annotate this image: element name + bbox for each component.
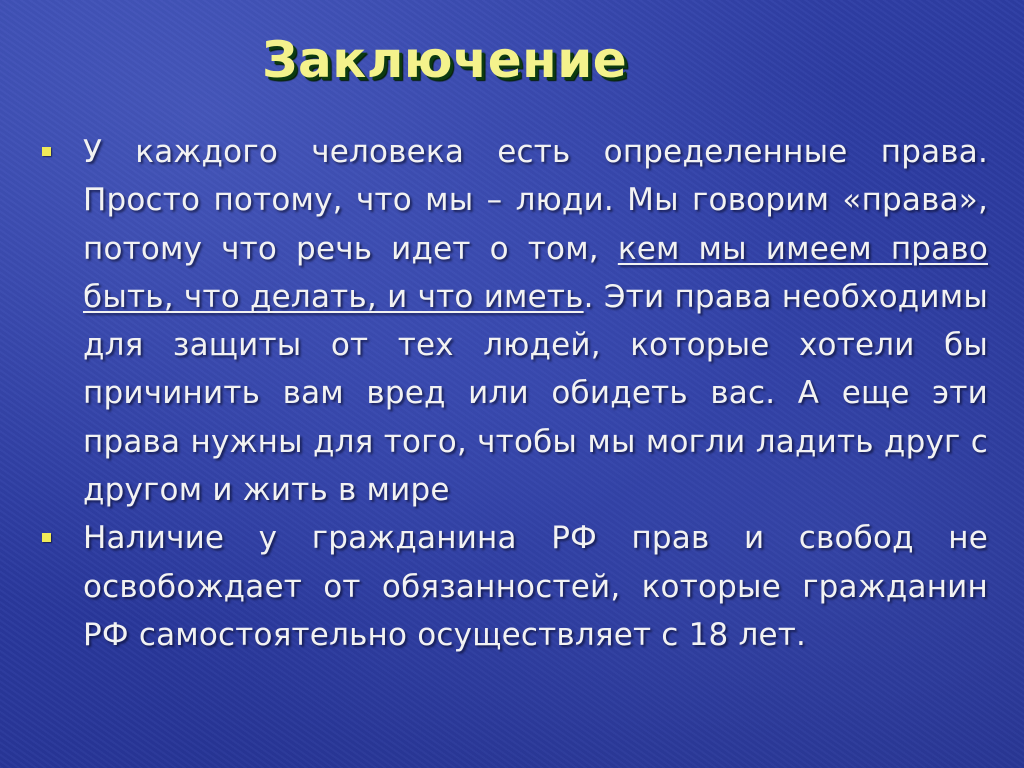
- square-bullet-icon: [42, 533, 51, 542]
- bullet-text-start: У каждого человека есть определенные права. Просто потому, что мы – люди. Мы говорим «права», потому что речь идет о том,: [83, 134, 988, 267]
- bullet-item-duties: [42, 514, 988, 659]
- bullet-text: Наличие у гражданина РФ прав и свобод не освобождает от обязанностей, которые гражданин РФ самостоятельно осуществляет с 18 лет.: [83, 520, 988, 653]
- slide-title: Заключение: [262, 31, 628, 89]
- bullet-text-underlined: кем мы имеем право быть, что делать, и что иметь: [83, 230, 988, 315]
- bullet-list: [42, 128, 988, 659]
- bullet-text-end: . Эти права необходимы для защиты от тех людей, которые хотели бы причинить вам вред или обидеть вас. А еще эти права нужны для того, чтобы мы могли ладить друг с другом и жить в мире: [83, 278, 988, 509]
- bullet-item-rights: [42, 128, 988, 514]
- square-bullet-icon: [42, 147, 51, 156]
